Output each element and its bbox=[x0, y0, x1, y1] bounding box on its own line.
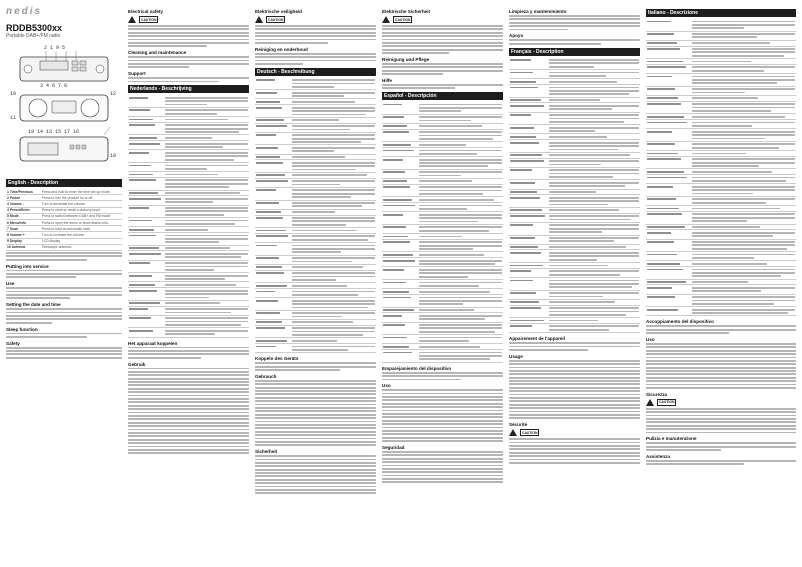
table-row bbox=[509, 70, 640, 79]
table-row bbox=[646, 19, 796, 32]
table-row bbox=[128, 196, 249, 205]
heading-date-time: Setting the date and time bbox=[6, 302, 61, 308]
table-row bbox=[646, 240, 796, 253]
table-row bbox=[646, 307, 796, 316]
heading-limpieza: Limpieza y mantenimiento bbox=[509, 9, 567, 14]
heading-accoppiamento: Accoppiamento del dispositivo bbox=[646, 319, 714, 325]
heading-uso: Uso bbox=[382, 383, 391, 389]
product-subtitle: Portable DAB+/FM radio bbox=[6, 33, 61, 39]
table-row bbox=[646, 129, 796, 142]
table-row bbox=[128, 163, 249, 172]
section-heading-italian: Italiano - Descrizione bbox=[646, 9, 796, 17]
table-row bbox=[128, 273, 249, 282]
row-key: 6 Menu/Info bbox=[7, 220, 26, 225]
table-row bbox=[646, 184, 796, 197]
table-row bbox=[128, 178, 249, 191]
table-row bbox=[128, 261, 249, 274]
table-row bbox=[255, 160, 376, 173]
product-figure bbox=[6, 43, 122, 173]
heading-assistenza: Assistenza bbox=[646, 453, 671, 459]
warning-triangle-icon bbox=[382, 16, 390, 23]
row-value: Press to open the menu or show station info. bbox=[41, 220, 109, 225]
heading-koppeln: Koppeln des Geräts bbox=[255, 356, 299, 362]
table-row bbox=[382, 267, 503, 280]
table-row bbox=[128, 150, 249, 163]
figure-label-18: 18 bbox=[110, 153, 117, 159]
figure-label-11: 11 bbox=[10, 115, 17, 121]
table-row bbox=[255, 201, 376, 210]
column-german bbox=[255, 6, 376, 561]
table-row bbox=[382, 313, 503, 322]
table-row bbox=[509, 195, 640, 208]
table-row bbox=[255, 256, 376, 265]
table-row bbox=[128, 328, 249, 337]
caution-label: CAUTION bbox=[141, 17, 157, 22]
table-row bbox=[509, 159, 640, 168]
model-number: RDDB5300xx bbox=[6, 23, 63, 33]
table-row bbox=[255, 289, 376, 298]
table-row bbox=[646, 32, 796, 41]
section-heading-spanish: Español - Descripción bbox=[382, 92, 503, 100]
table-row bbox=[128, 307, 249, 316]
heading-reiniging: Reiniging en onderhoud bbox=[255, 46, 308, 52]
row-key: 10 Antenna bbox=[7, 245, 26, 250]
heading-elektrische-veiligheid: Elektrische veiligheid bbox=[255, 9, 302, 14]
heading-use: Use bbox=[6, 281, 15, 287]
row-value: LCD display. bbox=[41, 239, 61, 244]
figure-label-10: 10 bbox=[10, 91, 17, 97]
table-row bbox=[646, 295, 796, 308]
table-row bbox=[509, 58, 640, 71]
row-key: 7 Scan bbox=[7, 226, 18, 231]
heading-cleaning: Cleaning and maintenance bbox=[128, 50, 187, 56]
french-description-table bbox=[509, 58, 640, 334]
row-key: 4 Preset/Enter bbox=[7, 208, 30, 213]
table-row bbox=[382, 258, 503, 267]
table-row bbox=[382, 102, 503, 115]
heading-appairement: Appairement de l'appareil bbox=[509, 336, 565, 342]
row-key: 9 Display bbox=[7, 239, 22, 244]
heading-safety: Safety bbox=[6, 340, 20, 346]
table-row bbox=[509, 85, 640, 98]
table-row bbox=[646, 47, 796, 60]
heading-seguridad: Seguridad bbox=[382, 444, 405, 450]
section-heading-dutch: Nederlands - Beschrijving bbox=[128, 85, 249, 93]
table-row bbox=[646, 252, 796, 261]
table-row bbox=[382, 295, 503, 308]
table-row bbox=[128, 206, 249, 219]
description-table bbox=[6, 189, 122, 251]
heading-pulizia: Pulizia e manutenzione bbox=[646, 436, 697, 442]
figure-labels-bottom: 19 14 13 15 17 16 bbox=[28, 129, 80, 135]
column-italian bbox=[646, 6, 796, 561]
table-row bbox=[382, 240, 503, 253]
table-row bbox=[6, 245, 122, 251]
heading-securite: Sécurité bbox=[509, 422, 528, 428]
heading-putting-into-service: Putting into service bbox=[6, 263, 49, 269]
table-row bbox=[255, 90, 376, 99]
table-row bbox=[128, 108, 249, 117]
table-row bbox=[255, 188, 376, 201]
heading-usage: Usage bbox=[509, 353, 523, 359]
table-row bbox=[255, 216, 376, 229]
row-key: 5 Mode bbox=[7, 214, 19, 219]
column-spanish bbox=[382, 6, 503, 561]
caution-label: CAUTION bbox=[268, 17, 284, 22]
row-key: 1 Time/Previous bbox=[7, 189, 33, 194]
warning-triangle-icon bbox=[509, 429, 517, 436]
table-row bbox=[382, 148, 503, 157]
radio-illustration bbox=[6, 43, 122, 173]
row-key: 3 Volume - bbox=[7, 201, 24, 206]
heading-reinigung: Reinigung und Pflege bbox=[382, 56, 430, 62]
heading-hilfe: Hilfe bbox=[382, 77, 392, 83]
table-row bbox=[382, 212, 503, 225]
table-row bbox=[128, 251, 249, 260]
table-row bbox=[646, 197, 796, 206]
table-row bbox=[509, 324, 640, 333]
heading-support: Support bbox=[128, 71, 146, 77]
column-dutch bbox=[128, 6, 249, 561]
table-row bbox=[128, 141, 249, 150]
table-row bbox=[255, 145, 376, 154]
table-row bbox=[382, 157, 503, 170]
table-row bbox=[509, 125, 640, 134]
row-key: 8 Volume + bbox=[7, 232, 25, 237]
brand-logo: nedis bbox=[6, 6, 43, 17]
figure-labels-top: 2 1 9 5 bbox=[44, 45, 66, 51]
heading-sicherheit: Sicherheit bbox=[255, 449, 278, 455]
table-row bbox=[509, 250, 640, 263]
table-row bbox=[509, 291, 640, 300]
table-row bbox=[255, 243, 376, 256]
table-row bbox=[509, 306, 640, 319]
row-key: 2 Power bbox=[7, 195, 21, 200]
heading-pairing: Het apparaat koppelen bbox=[128, 340, 178, 346]
row-value: Press and hold to enter the time set-up mode. bbox=[41, 189, 111, 194]
warning-triangle-icon bbox=[128, 16, 136, 23]
table-row bbox=[382, 350, 503, 363]
section-heading-french: Français - Description bbox=[509, 48, 640, 56]
table-row bbox=[509, 223, 640, 236]
heading-apoyo: Apoyo bbox=[509, 33, 524, 39]
table-row bbox=[255, 298, 376, 311]
table-row bbox=[509, 278, 640, 291]
row-value: Turn to decrease the volume. bbox=[41, 201, 86, 206]
row-value: Press to start an automatic scan. bbox=[41, 226, 92, 231]
figure-label-12: 12 bbox=[110, 91, 117, 97]
table-row bbox=[509, 140, 640, 153]
warning-triangle-icon bbox=[255, 16, 263, 23]
table-row bbox=[255, 234, 376, 243]
caution-label: CAUTION bbox=[522, 430, 538, 435]
table-row bbox=[128, 218, 249, 227]
table-row bbox=[255, 105, 376, 118]
column-english bbox=[6, 6, 122, 561]
figure-labels-mid: 3 4 6 7 8 bbox=[40, 83, 68, 89]
row-value: Press to switch between DAB+ and FM mode. bbox=[41, 214, 112, 219]
table-row bbox=[128, 233, 249, 246]
table-row bbox=[646, 157, 796, 170]
table-row bbox=[382, 280, 503, 289]
section-heading-english: English - Description bbox=[6, 179, 122, 187]
table-row bbox=[646, 65, 796, 74]
table-row bbox=[646, 230, 796, 239]
dutch-description-table bbox=[128, 95, 249, 337]
heading-gebrauch: Gebrauch bbox=[255, 373, 277, 379]
caution-label: CAUTION bbox=[395, 17, 411, 22]
row-value: Press to store or recall a station preset. bbox=[41, 208, 101, 213]
warning-triangle-icon bbox=[646, 399, 654, 406]
table-row bbox=[255, 124, 376, 133]
table-row bbox=[646, 267, 796, 280]
italian-description-table bbox=[646, 19, 796, 316]
heading-uso-it: Uso bbox=[646, 336, 655, 342]
heading-gebruik: Gebruik bbox=[128, 361, 146, 367]
row-value: Telescopic antenna. bbox=[41, 245, 72, 250]
table-row bbox=[255, 271, 376, 284]
section-heading-german: Deutsch - Beschreibung bbox=[255, 68, 376, 76]
table-row bbox=[646, 175, 796, 184]
heading-electrical-safety: Electrical safety bbox=[128, 9, 163, 14]
table-row bbox=[509, 180, 640, 189]
table-row bbox=[382, 115, 503, 124]
table-row bbox=[646, 285, 796, 294]
table-row bbox=[646, 87, 796, 96]
table-row bbox=[509, 103, 640, 112]
table-row bbox=[255, 344, 376, 353]
table-row bbox=[382, 185, 503, 198]
heading-sleep: Sleep function bbox=[6, 326, 38, 332]
table-row bbox=[128, 288, 249, 301]
table-row bbox=[382, 323, 503, 336]
table-row bbox=[255, 133, 376, 146]
table-row bbox=[646, 74, 796, 87]
table-row bbox=[509, 269, 640, 278]
table-row bbox=[382, 335, 503, 344]
table-row bbox=[255, 311, 376, 320]
table-row bbox=[382, 225, 503, 234]
table-row bbox=[255, 326, 376, 339]
german-description-table bbox=[255, 78, 376, 354]
heading-emparejamiento: Emparejamiento del dispositivo bbox=[382, 365, 452, 371]
table-row bbox=[128, 95, 249, 108]
table-row bbox=[255, 78, 376, 91]
table-row bbox=[509, 236, 640, 245]
table-row bbox=[509, 214, 640, 223]
table-row bbox=[382, 170, 503, 179]
spanish-description-table bbox=[382, 102, 503, 363]
table-row bbox=[509, 168, 640, 181]
caution-label: CAUTION bbox=[659, 400, 675, 405]
table-row bbox=[128, 316, 249, 329]
table-row bbox=[382, 203, 503, 212]
table-row bbox=[509, 113, 640, 126]
heading-sicurezza: Sicurezza bbox=[646, 391, 668, 397]
row-value: Turn to increase the volume. bbox=[41, 232, 85, 237]
heading-elektrische-sicherheit: Elektrische Sicherheit bbox=[382, 9, 431, 14]
table-row bbox=[128, 123, 249, 136]
row-value: Press to turn the product on or off. bbox=[41, 195, 94, 200]
column-french bbox=[509, 6, 640, 561]
table-row bbox=[646, 102, 796, 115]
table-row bbox=[382, 130, 503, 143]
table-row bbox=[646, 120, 796, 129]
table-row bbox=[646, 212, 796, 225]
table-row bbox=[255, 179, 376, 188]
table-row bbox=[646, 142, 796, 151]
